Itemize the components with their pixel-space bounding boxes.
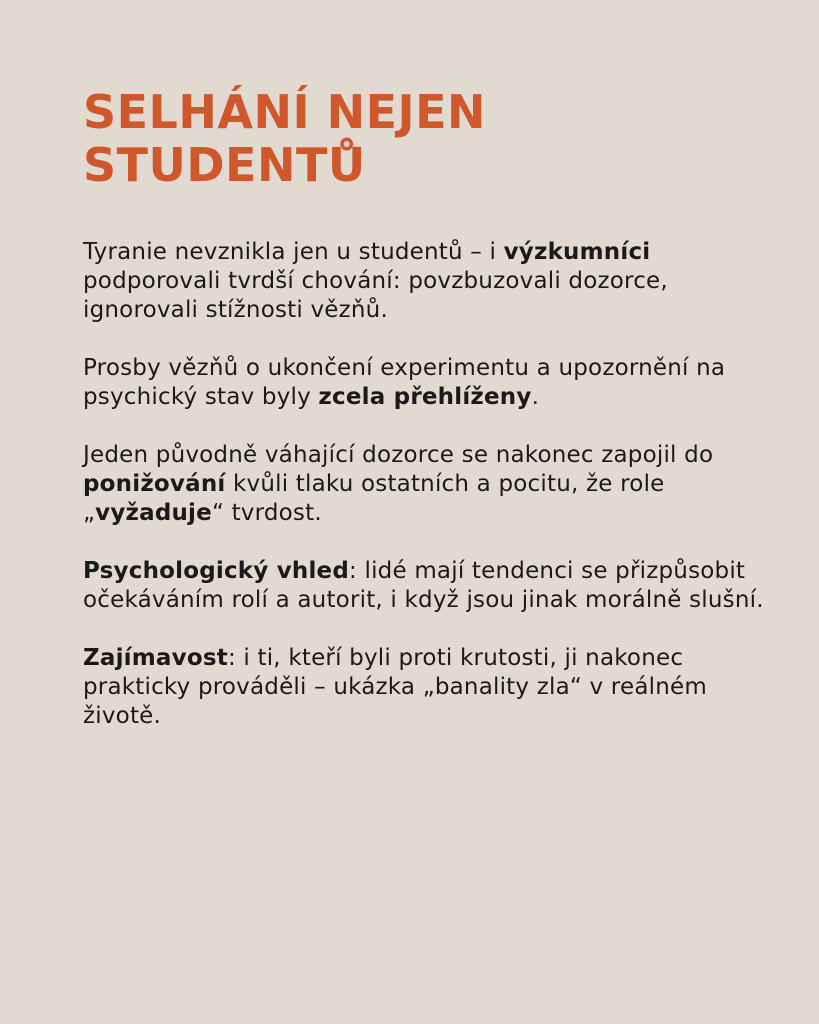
paragraph-text: podporovali tvrdší chování: povzbuzovali dozorce, ignorovali stížnosti vězňů. — [83, 268, 668, 323]
page-title — [83, 86, 763, 192]
paragraph-text: : lidé mají tendenci se přizpůsobit očekáváním rolí a autorit, i když jsou jinak morálně slušní. — [83, 558, 764, 613]
paragraph-pleas — [83, 354, 783, 412]
paragraph-text: “ tvrdost. — [211, 500, 322, 526]
bold-text: Psychologický vhled — [83, 558, 350, 584]
paragraph-text: kvůli tlaku ostatních a pocitu, že role „ — [83, 471, 665, 526]
paragraph-insight — [83, 557, 783, 615]
title-line-1: SELHÁNÍ NEJEN — [83, 85, 487, 139]
bold-text: výzkumníci — [503, 239, 651, 265]
bold-text: vyžaduje — [95, 500, 212, 526]
paragraph-researchers — [83, 238, 783, 325]
paragraph-fact — [83, 644, 783, 731]
paragraph-text: Tyranie nevznikla jen u studentů – i — [83, 239, 504, 265]
paragraph-text: Jeden původně váhající dozorce se nakonec zapojil do — [83, 442, 714, 468]
paragraph-text: Prosby vězňů o ukončení experimentu a upozornění na psychický stav byly — [83, 355, 726, 410]
bold-text: Zajímavost — [83, 645, 228, 671]
paragraph-guard — [83, 441, 783, 528]
paragraph-text: : i ti, kteří byli proti krutosti, ji nakonec prakticky prováděli – ukázka „banality zla“ v reálném životě. — [83, 645, 707, 729]
bold-text: zcela přehlíženy — [318, 384, 532, 410]
bold-text: ponižování — [83, 471, 226, 497]
body-text — [83, 238, 783, 760]
paragraph-text: . — [531, 384, 540, 410]
title-line-2: STUDENTŮ — [83, 138, 366, 192]
